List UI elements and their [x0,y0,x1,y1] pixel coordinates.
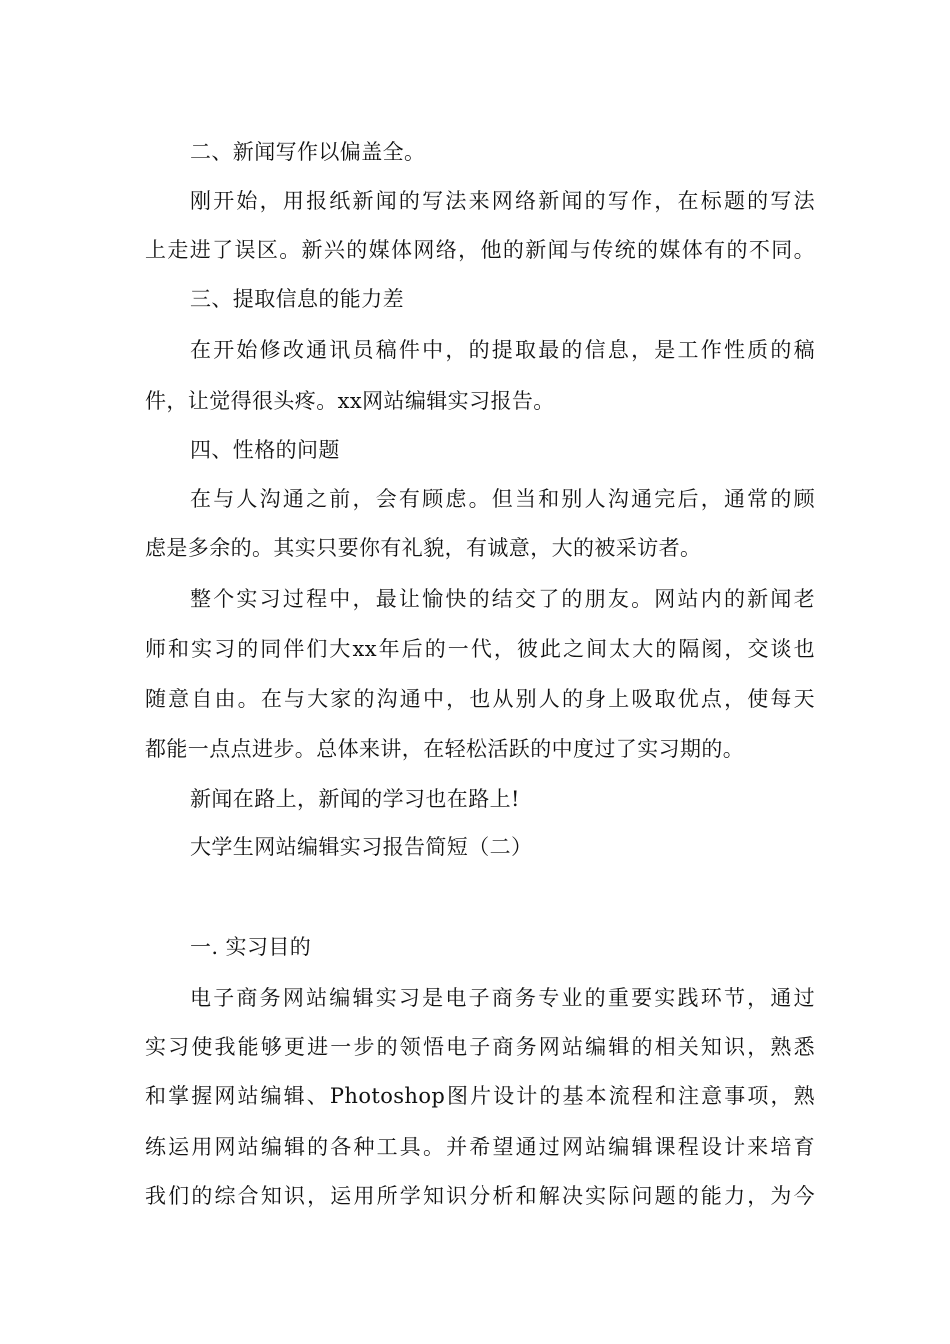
paragraph-line: 都能一点点进步。总体来讲，在轻松活跃的中度过了实习期的。 [145,737,745,761]
heading-news-writing: 二、新闻写作以偏盖全。 [190,140,426,164]
heading-internship-purpose: 一. 实习目的 [190,935,312,959]
paragraph-line: 刚开始，用报纸新闻的写法来网络新闻的写作，在标题的写法 [190,189,815,213]
paragraph-line: 在与人沟通之前，会有顾虑。但当和别人沟通完后，通常的顾 [190,487,815,511]
section-title: 大学生网站编辑实习报告简短（二） [190,835,533,859]
paragraph-line: 上走进了误区。新兴的媒体网络，他的新闻与传统的媒体有的不同。 [145,238,815,262]
paragraph-line: 和掌握网站编辑、Photoshop图片设计的基本流程和注意事项，熟 [145,1084,815,1108]
heading-personality: 四、性格的问题 [190,438,340,462]
paragraph-line: 虑是多余的。其实只要你有礼貌，有诚意，大的被采访者。 [145,536,702,560]
paragraph-line: 实习使我能够更进一步的领悟电子商务网站编辑的相关知识，熟悉 [145,1035,815,1059]
paragraph-line: 件，让觉得很头疼。xx网站编辑实习报告。 [145,389,555,413]
paragraph-line: 随意自由。在与大家的沟通中，也从别人的身上吸取优点，使每天 [145,687,815,711]
paragraph-line: 师和实习的同伴们大xx年后的一代，彼此之间太大的隔阂，交谈也 [145,637,815,661]
paragraph-line: 练运用网站编辑的各种工具。并希望通过网站编辑课程设计来培育 [145,1135,815,1159]
paragraph-line: 整个实习过程中，最让愉快的结交了的朋友。网站内的新闻老 [190,587,815,611]
heading-info-extraction: 三、提取信息的能力差 [190,287,404,311]
paragraph-line: 在开始修改通讯员稿件中，的提取最的信息，是工作性质的稿 [190,338,815,362]
paragraph-line: 电子商务网站编辑实习是电子商务专业的重要实践环节，通过 [190,986,815,1010]
closing-line: 新闻在路上，新闻的学习也在路上! [190,787,520,811]
paragraph-line: 我们的综合知识，运用所学知识分析和解决实际问题的能力，为今 [145,1184,815,1208]
